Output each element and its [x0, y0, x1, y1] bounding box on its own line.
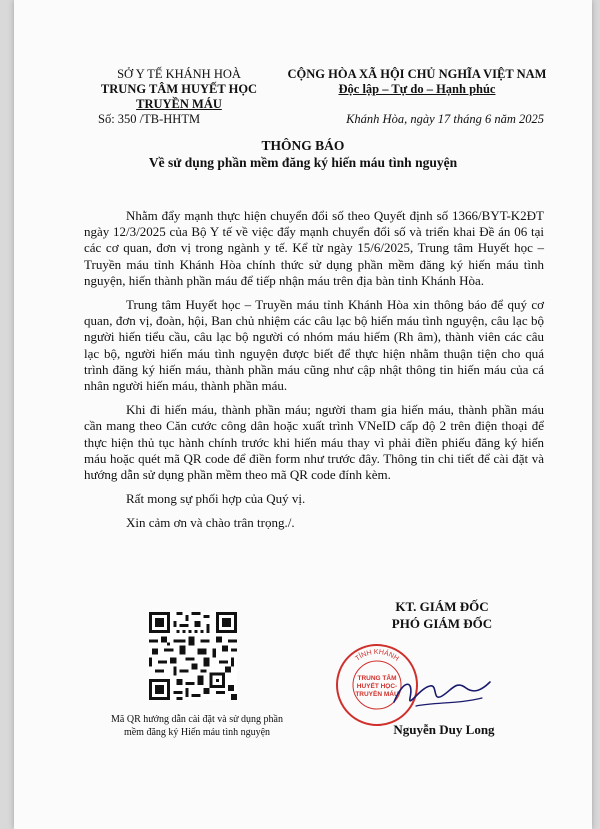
- stamp-text-3: TRUYỀN MÁU: [355, 691, 399, 698]
- paragraph: Xin cảm ơn và chào trân trọng./.: [126, 515, 295, 531]
- dateline: Khánh Hòa, ngày 17 tháng 6 năm 2025: [346, 112, 544, 126]
- document-page: [14, 0, 592, 829]
- signer-name: Nguyễn Duy Long: [393, 722, 495, 737]
- paragraph: Nhằm đẩy mạnh thực hiện chuyển đổi số theo Quyết định số 1366/BYT-K2ĐT ngày 12/3/2025 của Bộ Y tế về việc đẩy mạnh chuyển đổi số và triển khai Đề án 06 tại các cơ quan, đơn vị trong ngành y tế. Kể từ ngày 15/6/2025, Trung tâm Huyết học – Truyền máu tỉnh Khánh Hòa chính thức sử dụng phần mềm đăng ký hiến máu tình nguyện, hiến thành phần máu để tiếp nhận máu trên địa bàn tỉnh Khánh Hòa.: [84, 208, 544, 288]
- qr-code[interactable]: [149, 612, 237, 700]
- signature-line-1: KT. GIÁM ĐỐC: [395, 599, 489, 614]
- document-number: Số: 350 /TB-HHTM: [98, 112, 201, 126]
- paragraph: Khi đi hiến máu, thành phần máu; người tham gia hiến máu, thành phần máu cần mang theo Căn cước công dân hoặc xuất trình VNeID cấp độ 2 trên điện thoại để thực hiện thủ tục hành chính trước khi hiến máu thay vì phải điền phiếu đăng ký hiến máu hoặc quét mã QR code để điền form như trước đây. Thông tin chi tiết để cài đặt và hướng dẫn sử dụng phần mềm theo mã QR code đính kèm.: [84, 402, 544, 483]
- svg-text:TỈNH KHÁNH: [354, 648, 399, 663]
- title-main: THÔNG BÁO: [261, 138, 345, 153]
- stamp-text-2: HUYẾT HỌC-: [356, 683, 398, 690]
- handwritten-signature: [386, 668, 496, 718]
- qr-caption: Mã QR hướng dẫn cài đặt và sử dụng phần mềm đăng ký Hiến máu tình nguyện: [111, 714, 283, 738]
- stamp-ring-text: TỈNH KHÁNH: [354, 648, 400, 663]
- issuer-center: TRUNG TÂM HUYẾT HỌC: [100, 82, 258, 96]
- signature-line-2: PHÓ GIÁM ĐỐC: [391, 616, 493, 631]
- national-motto: Độc lập – Tự do – Hạnh phúc: [338, 82, 496, 96]
- national-header: [282, 67, 552, 97]
- document-body: [84, 208, 544, 540]
- signature-title: [352, 598, 532, 632]
- title-sub: Về sử dụng phần mềm đăng ký hiến máu tình nguyện: [148, 155, 458, 170]
- paragraph: Rất mong sự phối hợp của Quý vị.: [126, 491, 306, 507]
- stamp-text-1: TRUNG TÂM: [357, 675, 397, 682]
- issuer-center-sub: TRUYỀN MÁU: [136, 97, 222, 111]
- issuer-department: SỞ Y TẾ KHÁNH HOÀ: [117, 67, 241, 81]
- national-name: CỘNG HÒA XÃ HỘI CHỦ NGHĨA VIỆT NAM: [287, 67, 547, 81]
- issuer-header: [86, 67, 272, 127]
- paragraph: Trung tâm Huyết học – Truyền máu tỉnh Khánh Hòa xin thông báo để quý cơ quan, đơn vị, đoàn, hội, Ban chủ nhiệm các câu lạc bộ hiến máu tình nguyện, câu lạc bộ người hiến tiểu cầu, câu lạc bộ người có nhóm máu hiếm (Rh âm), thành viên các câu lạc bộ, người hiến máu tình nguyện được biết để thực hiện nhằm thuận tiện cho quá trình đăng ký hiến máu, thành phần máu cũng như cập nhật thông tin hiến máu của cá nhân người hiến máu, thành phần máu.: [84, 297, 544, 394]
- document-title: [14, 137, 592, 171]
